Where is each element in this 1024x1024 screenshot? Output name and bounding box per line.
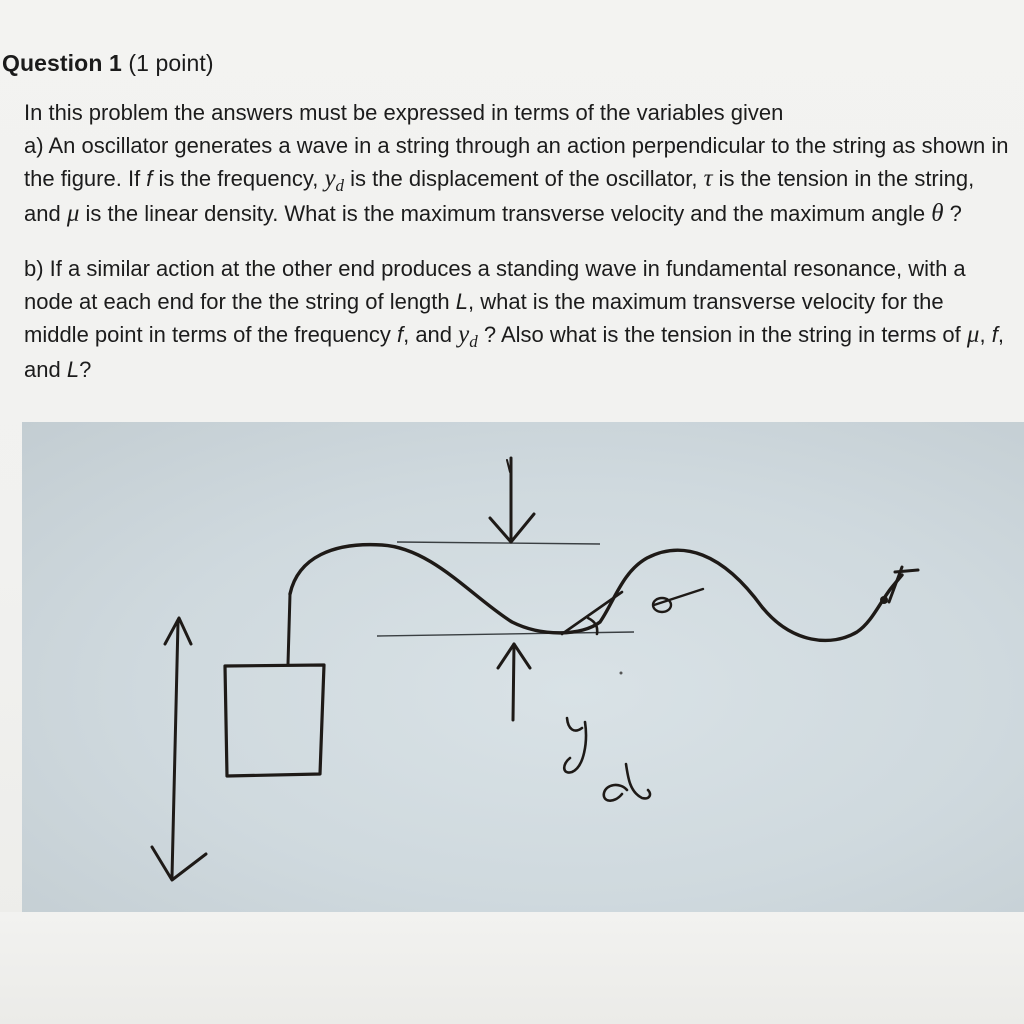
var-f: f xyxy=(146,166,153,191)
var-L: L xyxy=(66,357,80,382)
part-b-text-3: , and xyxy=(403,322,459,347)
part-b-text-5: , xyxy=(979,322,992,347)
oscillator-rod xyxy=(288,594,290,664)
var-yd xyxy=(458,321,478,351)
var-yd-sub: d xyxy=(469,332,478,351)
part-b-text-7: ? xyxy=(79,357,92,382)
var-theta: θ xyxy=(931,200,944,227)
double-arrow-shaft xyxy=(172,622,178,877)
question-points: (1 point) xyxy=(128,50,214,76)
part-b-text-6: , and xyxy=(24,322,1004,382)
var-mu: μ xyxy=(66,200,80,227)
var-yd xyxy=(324,165,345,195)
wave-figure xyxy=(22,422,1024,912)
part-a-text-5: is the linear density. What is the maximum transverse velocity and the maximum angle xyxy=(79,201,932,226)
paragraph-gap xyxy=(24,230,1014,252)
wave-figure-drawing xyxy=(22,422,1024,912)
var-tau: τ xyxy=(703,165,713,192)
part-a-text-2: is the frequency, xyxy=(152,166,325,191)
double-arrow-down-head xyxy=(152,847,206,880)
question-body xyxy=(24,96,1014,386)
yd-label-icon xyxy=(564,718,650,801)
var-yd-y: y xyxy=(458,321,470,348)
part-b-text-4: ? Also what is the tension in the string in terms of xyxy=(477,322,967,347)
question-title: Question 1 xyxy=(2,50,122,76)
string-end-dot xyxy=(880,596,888,604)
part-a-text xyxy=(24,129,1014,230)
var-L: L xyxy=(455,289,468,314)
oscillator-box-icon xyxy=(225,665,324,776)
var-f: f xyxy=(991,322,998,347)
var-yd-sub: d xyxy=(335,176,345,195)
part-b-text-1: b) If a similar action at the other end produces a standing wave in fundamental resonance, with a node at each end for the the string of length xyxy=(24,256,966,314)
trough-reference-line xyxy=(377,632,634,636)
question-header xyxy=(2,50,214,77)
part-a-text-6: ? xyxy=(943,201,962,226)
stray-dot xyxy=(620,672,623,675)
part-b-text xyxy=(24,252,1014,386)
crest-reference-line xyxy=(397,542,600,544)
var-yd-y: y xyxy=(324,165,336,192)
part-b-text-2: , what is the maximum transverse velocity for the middle point in terms of the frequency xyxy=(24,289,944,347)
var-f: f xyxy=(396,322,404,347)
part-a-text-4: is the tension in the string, and xyxy=(24,166,975,226)
intro-text: In this problem the answers must be expressed in terms of the variables given xyxy=(24,100,784,125)
trough-arrow-shaft xyxy=(513,644,514,720)
var-mu: μ xyxy=(966,321,980,348)
part-a-text-3: is the displacement of the oscillator, xyxy=(344,166,704,191)
theta-label-icon xyxy=(653,589,703,612)
part-a-text-1: a) An oscillator generates a wave in a string through an action perpendicular to the string as shown in the figure. If xyxy=(24,133,1009,191)
page-bottom-margin xyxy=(0,912,1024,1024)
